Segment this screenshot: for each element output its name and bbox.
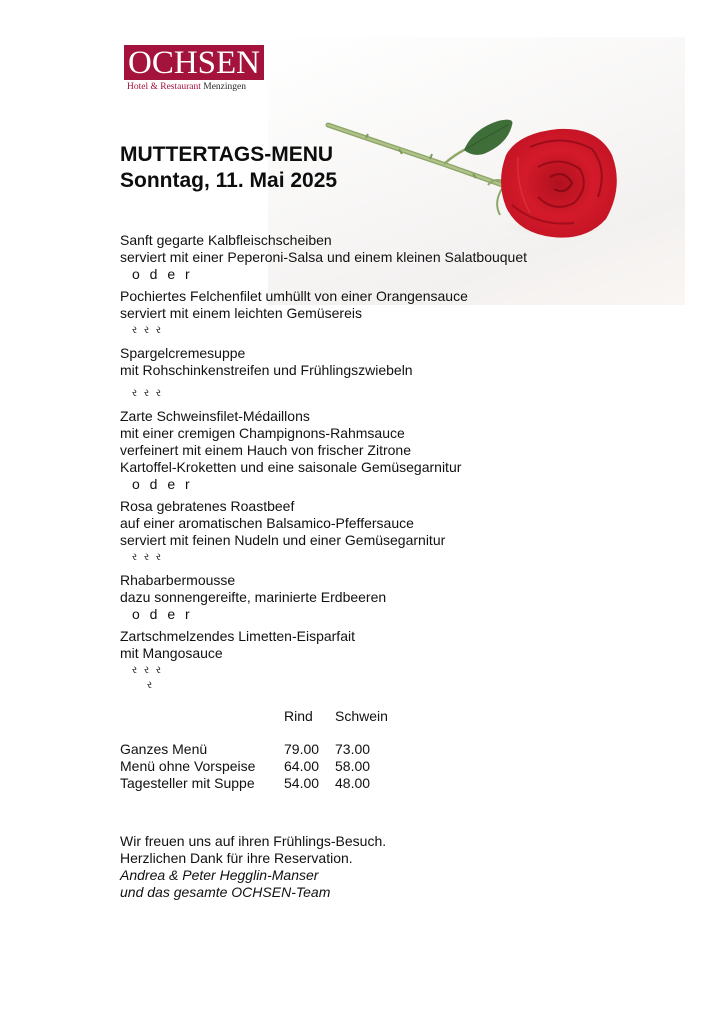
dish-title: Rhabarbermousse [120, 572, 236, 588]
restaurant-logo [124, 45, 264, 92]
course-starter-b [120, 288, 527, 322]
swirl-ornament-icon: ર [132, 388, 140, 399]
swirl-ornament-icon: ર [147, 680, 155, 691]
dish-description: Kartoffel-Kroketten und eine saisonale Gemüsegarnitur [120, 459, 462, 475]
or-divider: o d e r [132, 266, 193, 282]
price-rind: 54.00 [284, 775, 320, 791]
logo-subtitle [127, 82, 264, 92]
price-schwein: 48.00 [335, 775, 371, 791]
price-label: Tagesteller mit Suppe [120, 775, 255, 791]
course-main-b [120, 498, 527, 549]
swirl-ornament-icon: ર [143, 325, 152, 336]
price-header-row [120, 708, 388, 741]
ornament-divider [120, 662, 527, 679]
logo-subtitle-hotel: Hotel & Restaurant [127, 82, 201, 92]
dish-title: Zartschmelzendes Limetten-Eisparfait [120, 628, 355, 644]
swirl-ornament-icon: ર [132, 325, 140, 336]
swirl-ornament-icon: ર [143, 665, 152, 676]
swirl-ornament-icon: ર [143, 388, 152, 399]
signature-names: Andrea & Peter Hegglin-Manser [120, 867, 319, 883]
dish-title: Rosa gebratenes Roastbeef [120, 498, 295, 514]
dish-description: dazu sonnengereifte, marinierte Erdbeeren [120, 589, 387, 605]
menu-courses [120, 232, 527, 693]
price-rind: 79.00 [284, 741, 320, 757]
price-rind: 64.00 [284, 758, 320, 774]
swirl-ornament-icon: ર [143, 552, 152, 563]
price-header-label [120, 708, 284, 741]
or-divider: o d e r [132, 606, 193, 622]
dish-title: Sanft gegarte Kalbfleischscheiben [120, 232, 332, 248]
signature-team: und das gesamte OCHSEN-Team [120, 884, 331, 900]
or-divider: o d e r [132, 476, 193, 492]
price-label: Ganzes Menü [120, 741, 208, 757]
swirl-ornament-icon: ર [155, 552, 164, 563]
swirl-ornament-icon: ર [132, 665, 140, 676]
swirl-ornament-icon: ર [155, 665, 164, 676]
ornament-divider [120, 385, 527, 402]
price-label: Menü ohne Vorspeise [120, 758, 256, 774]
price-header-schwein: Schwein [335, 708, 388, 724]
price-schwein: 73.00 [335, 741, 371, 757]
dish-description: serviert mit einer Peperoni-Salsa und einem kleinen Salatbouquet [120, 249, 528, 265]
closing-line: Herzlichen Dank für ihre Reservation. [120, 850, 353, 866]
menu-date: Sonntag, 11. Mai 2025 [120, 169, 338, 192]
ornament-divider [120, 322, 527, 339]
dish-description: mit einer cremigen Champignons-Rahmsauce [120, 425, 405, 441]
dish-description: serviert mit einem leichten Gemüsereis [120, 305, 362, 321]
swirl-ornament-icon: ર [155, 325, 164, 336]
ornament-divider [120, 549, 527, 566]
course-dessert-a [120, 572, 527, 606]
dish-description: mit Mangosauce [120, 645, 223, 661]
swirl-ornament-icon: ર [155, 388, 164, 399]
course-starter-a [120, 232, 527, 266]
price-table [120, 708, 388, 792]
price-row [120, 741, 388, 758]
price-schwein: 58.00 [335, 758, 371, 774]
course-dessert-b [120, 628, 527, 662]
ornament-end [120, 679, 527, 693]
dish-description: verfeinert mit einem Hauch von frischer Zitrone [120, 442, 411, 458]
logo-name: OCHSEN [124, 45, 264, 80]
price-row [120, 758, 388, 775]
price-header-rind: Rind [284, 708, 313, 724]
dish-title: Spargelcremesuppe [120, 345, 246, 361]
page-title [120, 142, 337, 194]
dish-description: mit Rohschinkenstreifen und Frühlingszwiebeln [120, 362, 413, 378]
course-main-a [120, 408, 527, 476]
dish-title: Zarte Schweinsfilet-Médaillons [120, 408, 310, 424]
dish-description: serviert mit feinen Nudeln und einer Gemüsegarnitur [120, 532, 446, 548]
dish-title: Pochiertes Felchenfilet umhüllt von einer Orangensauce [120, 288, 468, 304]
logo-subtitle-town: Menzingen [203, 82, 246, 92]
closing-message [120, 833, 386, 901]
dish-description: auf einer aromatischen Balsamico-Pfeffersauce [120, 515, 414, 531]
closing-line: Wir freuen uns auf ihren Frühlings-Besuch. [120, 833, 387, 849]
swirl-ornament-icon: ર [132, 552, 140, 563]
price-row [120, 775, 388, 792]
menu-title: MUTTERTAGS-MENU [120, 143, 334, 166]
course-soup [120, 345, 527, 379]
